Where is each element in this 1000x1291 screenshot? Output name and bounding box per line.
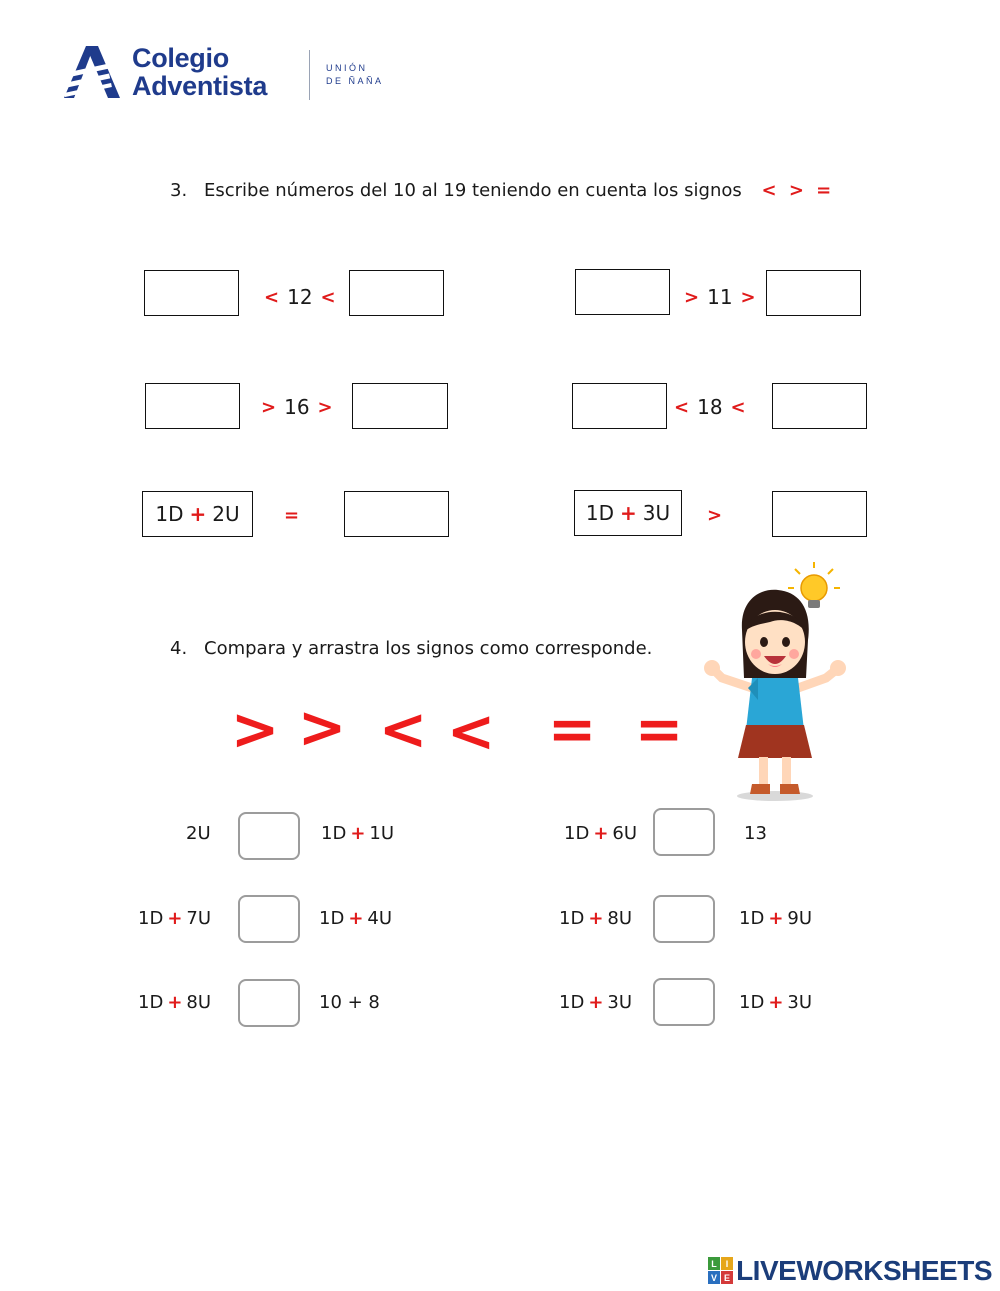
units-text: 3U	[787, 992, 813, 1013]
logo-divider	[309, 50, 310, 100]
tens-text: 1D	[319, 908, 345, 929]
comparison-value: 18	[697, 395, 723, 419]
school-name-line1: Colegio	[132, 43, 229, 73]
compare-right-operand	[739, 908, 812, 929]
compare-right-operand: 10 + 8	[319, 992, 380, 1013]
plus-sign: +	[350, 823, 366, 844]
exercise-3-instruction	[170, 180, 834, 201]
drop-zone[interactable]	[653, 895, 715, 943]
comparison-chain	[256, 282, 344, 312]
expression-units: 3U	[642, 501, 671, 525]
answer-box[interactable]	[349, 270, 444, 316]
comparison-chain	[253, 392, 341, 422]
compare-right-operand	[319, 908, 392, 929]
answer-box[interactable]	[145, 383, 240, 429]
drag-sign-equal[interactable]: =	[547, 695, 597, 763]
comparison-sign: >	[740, 286, 756, 308]
units-text: 3U	[607, 992, 633, 1013]
exercise-4-number: 4.	[170, 638, 188, 659]
compare-right-operand	[321, 823, 394, 844]
tens-text: 1D	[138, 992, 164, 1013]
answer-box[interactable]	[772, 491, 867, 537]
relation-sign: =	[284, 504, 300, 526]
comparison-value: 16	[284, 395, 310, 419]
compare-left-operand	[559, 908, 632, 929]
units-text: 7U	[186, 908, 212, 929]
compare-left-operand	[559, 992, 632, 1013]
compare-right-operand	[739, 992, 812, 1013]
exercise-3-signs: < > =	[761, 180, 835, 201]
comparison-sign: <	[320, 286, 336, 308]
relation-sign-wrap	[284, 500, 299, 530]
plus-sign: +	[768, 908, 784, 929]
units-text: 6U	[612, 823, 638, 844]
answer-box[interactable]	[344, 491, 449, 537]
drop-zone[interactable]	[238, 979, 300, 1027]
answer-box[interactable]	[572, 383, 667, 429]
exercise-3-text: Escribe números del 10 al 19 teniendo en cuenta los signos	[204, 180, 742, 201]
liveworksheets-badge-icon	[708, 1257, 734, 1285]
answer-box[interactable]	[772, 383, 867, 429]
comparison-chain	[676, 282, 764, 312]
tens-text: 1D	[739, 992, 765, 1013]
units-text: 8U	[186, 992, 212, 1013]
plus-sign: +	[593, 823, 609, 844]
school-name-line2: Adventista	[132, 71, 268, 101]
exercise-4-text: Compara y arrastra los signos como corresponde.	[204, 638, 653, 659]
badge-letter: V	[711, 1273, 718, 1283]
relation-sign: >	[707, 504, 723, 526]
answer-box[interactable]	[766, 270, 861, 316]
drag-sign-less[interactable]: <	[378, 695, 428, 763]
units-text: 9U	[787, 908, 813, 929]
drag-sign-equal[interactable]: =	[634, 695, 684, 763]
relation-sign-wrap	[707, 500, 722, 530]
liveworksheets-text: LIVEWORKSHEETS	[736, 1255, 992, 1286]
badge-letter: I	[725, 1259, 729, 1269]
plus-sign: +	[768, 992, 784, 1013]
expression-units: 2U	[212, 502, 240, 526]
tens-text: 1D	[138, 908, 164, 929]
plus-sign: +	[588, 908, 604, 929]
comparison-sign: <	[264, 286, 280, 308]
plus-sign: +	[348, 908, 364, 929]
school-subtitle-line2: DE ÑAÑA	[326, 76, 384, 86]
comparison-sign: >	[684, 286, 700, 308]
units-text: 8U	[607, 908, 633, 929]
plus-sign: +	[167, 992, 183, 1013]
comparison-sign: >	[317, 396, 333, 418]
compare-left-operand	[564, 823, 637, 844]
drop-zone[interactable]	[653, 978, 715, 1026]
girl-illustration	[700, 560, 850, 805]
answer-box[interactable]	[144, 270, 239, 316]
expression-tens: 1D	[585, 501, 614, 525]
compare-right-operand: 13	[744, 823, 767, 844]
tens-text: 1D	[559, 992, 585, 1013]
drag-sign-less[interactable]: <	[446, 697, 496, 765]
comparison-chain	[666, 392, 754, 422]
expression-box	[574, 490, 682, 536]
tens-text: 1D	[321, 823, 347, 844]
answer-box[interactable]	[575, 269, 670, 315]
comparison-sign: >	[261, 396, 277, 418]
tens-text: 1D	[559, 908, 585, 929]
liveworksheets-logo	[708, 1256, 992, 1286]
compare-left-operand	[138, 992, 211, 1013]
logo-a-icon	[62, 44, 122, 100]
drop-zone[interactable]	[238, 895, 300, 943]
exercise-4-instruction	[170, 638, 652, 659]
plus-sign: +	[189, 502, 207, 526]
plus-sign: +	[619, 501, 637, 525]
drag-sign-greater[interactable]: >	[230, 695, 280, 763]
exercise-3-number: 3.	[170, 180, 188, 201]
comparison-value: 12	[287, 285, 313, 309]
comparison-sign: <	[674, 396, 690, 418]
school-subtitle	[326, 62, 384, 88]
school-name	[132, 44, 267, 100]
compare-left-operand	[138, 908, 211, 929]
plus-sign: +	[167, 908, 183, 929]
comparison-value: 11	[707, 285, 733, 309]
compare-left-operand: 2U	[186, 823, 211, 844]
units-text: 4U	[367, 908, 393, 929]
badge-letter: L	[711, 1259, 717, 1269]
expression-tens: 1D	[155, 502, 184, 526]
tens-text: 1D	[564, 823, 590, 844]
answer-box[interactable]	[352, 383, 448, 429]
drop-zone[interactable]	[653, 808, 715, 856]
badge-letter: E	[724, 1273, 731, 1283]
drop-zone[interactable]	[238, 812, 300, 860]
plus-sign: +	[588, 992, 604, 1013]
expression-box	[142, 491, 253, 537]
tens-text: 1D	[739, 908, 765, 929]
school-subtitle-line1: UNIÓN	[326, 63, 368, 73]
units-text: 1U	[369, 823, 395, 844]
comparison-sign: <	[730, 396, 746, 418]
drag-sign-greater[interactable]: >	[297, 693, 347, 761]
